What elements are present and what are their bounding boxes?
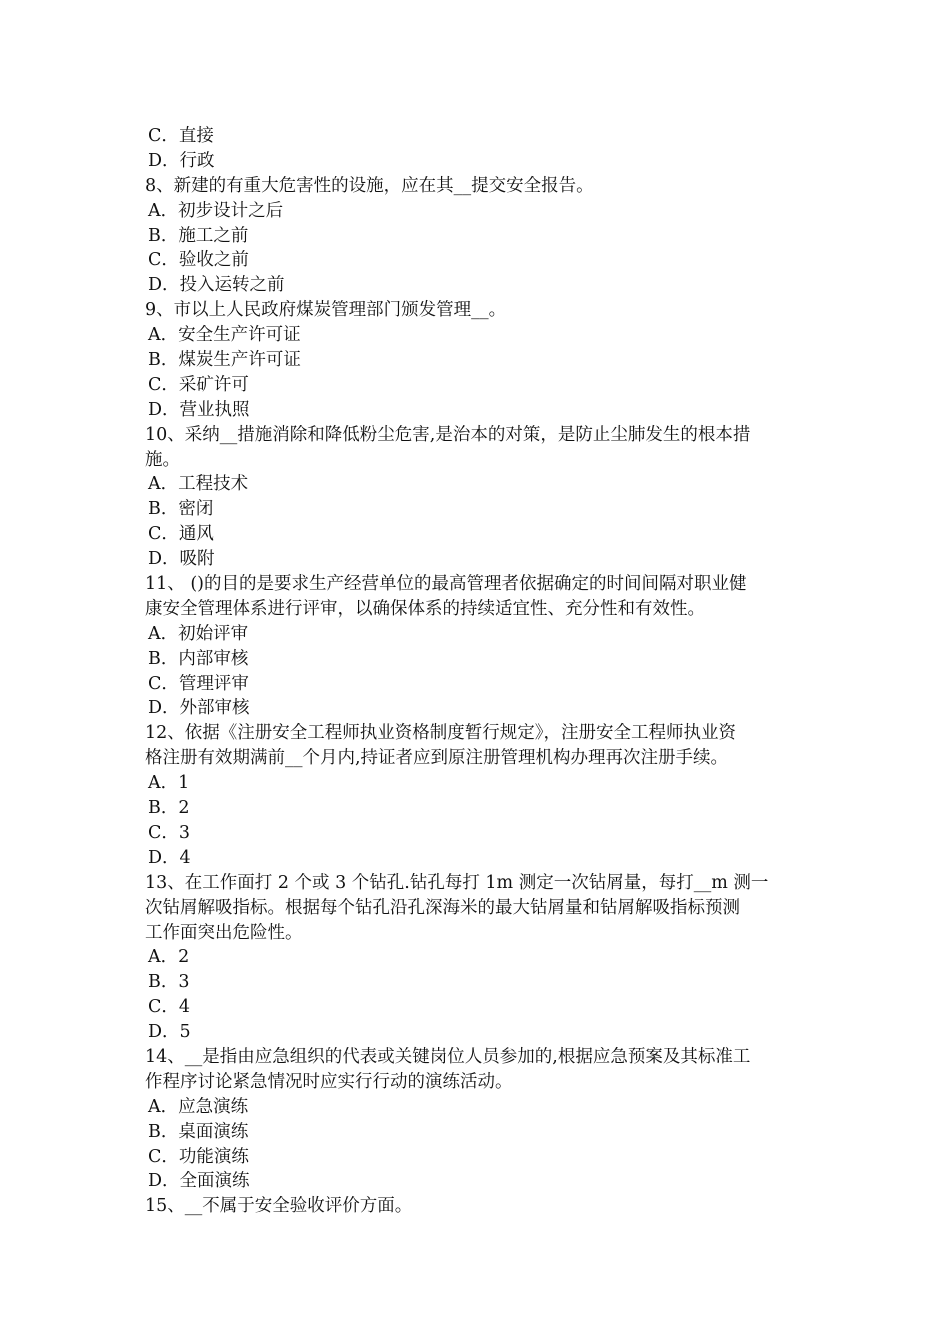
answer-option: C．功能演练: [148, 1146, 249, 1167]
question-text: 15、__不属于安全验收评价方面。: [145, 1196, 413, 1217]
question-text: 8、新建的有重大危害性的设施，应在其__提交安全报告。: [145, 175, 594, 196]
answer-option: B．施工之前: [148, 225, 249, 246]
answer-option: B．2: [148, 798, 190, 819]
answer-option: D．投入运转之前: [148, 275, 285, 296]
question-text: 次钻屑解吸指标。根据每个钻孔沿孔深海米的最大钻屑量和钻屑解吸指标预测: [145, 897, 740, 918]
answer-option: A．工程技术: [148, 474, 249, 495]
question-text: 康安全管理体系进行评审，以确保体系的持续适宜性、充分性和有效性。: [145, 598, 705, 619]
answer-option: D．吸附: [148, 549, 215, 570]
question-text: 12、依据《注册安全工程师执业资格制度暂行规定》，注册安全工程师执业资: [145, 723, 737, 744]
answer-option: C．直接: [148, 126, 214, 146]
answer-option: A．1: [148, 773, 190, 794]
answer-option: A．应急演练: [148, 1096, 249, 1117]
answer-option: C．管理评审: [148, 673, 249, 694]
answer-option: D．外部审核: [148, 698, 250, 719]
question-text: 14、__是指由应急组织的代表或关键岗位人员参加的,根据应急预案及其标准工: [145, 1046, 751, 1067]
question-text: 11、 ()的目的是要求生产经营单位的最高管理者依据确定的时间间隔对职业健: [145, 574, 747, 595]
question-text: 9、市以上人民政府煤炭管理部门颁发管理__。: [145, 300, 507, 321]
question-text: 工作面突出危险性。: [145, 922, 303, 943]
answer-option: A．初步设计之后: [148, 200, 284, 221]
answer-option: B．内部审核: [148, 648, 249, 669]
answer-option: B．煤炭生产许可证: [148, 350, 301, 371]
answer-option: A．初始评审: [148, 623, 249, 644]
answer-option: C．采矿许可: [148, 374, 249, 395]
question-text: 13、在工作面打 2 个或 3 个钻孔.钻孔每打 1m 测定一次钻屑量，每打__m 测一: [145, 872, 769, 893]
answer-option: C．4: [148, 997, 191, 1018]
answer-option: C．3: [148, 822, 191, 843]
answer-option: A．2: [148, 947, 190, 968]
answer-option: D．全面演练: [148, 1171, 250, 1192]
question-text: 10、采纳__措施消除和降低粉尘危害,是治本的对策，是防止尘肺发生的根本措: [145, 424, 751, 445]
answer-option: B．桌面演练: [148, 1121, 249, 1142]
question-list: [145, 124, 810, 1219]
answer-option: D．4: [148, 847, 191, 868]
answer-option: B．3: [148, 972, 190, 993]
answer-option: A．安全生产许可证: [148, 325, 301, 346]
question-text: 格注册有效期满前__个月内,持证者应到原注册管理机构办理再次注册手续。: [145, 748, 729, 769]
answer-option: C．验收之前: [148, 250, 249, 271]
answer-option: D．营业执照: [148, 399, 250, 420]
answer-option: C．通风: [148, 524, 214, 545]
answer-option: D．5: [148, 1022, 191, 1043]
answer-option: B．密闭: [148, 499, 214, 520]
question-text: 施。: [145, 449, 180, 470]
document-page: [145, 124, 810, 1219]
answer-option: D．行政: [148, 150, 215, 171]
question-text: 作程序讨论紧急情况时应实行行动的演练活动。: [145, 1071, 513, 1092]
